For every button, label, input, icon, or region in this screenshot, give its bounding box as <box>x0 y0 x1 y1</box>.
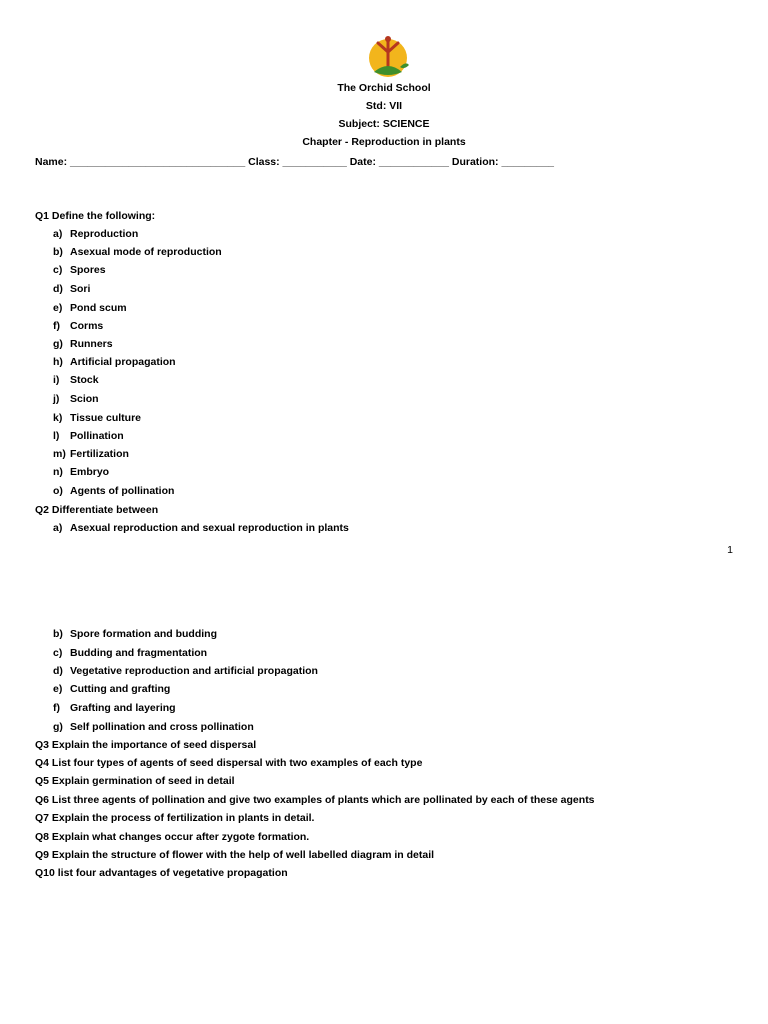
question-q4: Q4 List four types of agents of seed dispersal with two examples of each type <box>35 757 423 769</box>
q1-item: f) Corms <box>53 320 104 332</box>
q1-item: l) Pollination <box>53 430 124 442</box>
q1-item: b) Asexual mode of reproduction <box>53 246 222 258</box>
student-info-fields: Name: ______________________________ Class: ___________ Date: ____________ Duration: _________ <box>35 156 555 168</box>
q1-item: e) Pond scum <box>53 302 127 314</box>
chapter-title: Chapter - Reproduction in plants <box>302 136 466 148</box>
q2-item: d) Vegetative reproduction and artificial propagation <box>53 665 318 677</box>
question-q5: Q5 Explain germination of seed in detail <box>35 775 235 787</box>
question-q7: Q7 Explain the process of fertilization in plants in detail. <box>35 812 315 824</box>
q1-item: i) Stock <box>53 374 99 386</box>
page-number: 1 <box>727 544 733 556</box>
q2-item: g) Self pollination and cross pollination <box>53 721 254 733</box>
standard: Std: VII <box>365 100 403 112</box>
q1-item: k) Tissue culture <box>53 412 141 424</box>
q1-title: Q1 Define the following: <box>35 210 156 222</box>
q1-item: h) Artificial propagation <box>53 356 176 368</box>
question-q8: Q8 Explain what changes occur after zygote formation. <box>35 831 310 843</box>
q1-item: n) Embryo <box>53 466 110 478</box>
q1-item: c) Spores <box>53 264 106 276</box>
q1-item: g) Runners <box>53 338 113 350</box>
q1-item: j) Scion <box>53 393 99 405</box>
logo-figure-head <box>385 36 391 42</box>
q1-item: o) Agents of pollination <box>53 485 175 497</box>
q1-item: m) Fertilization <box>53 448 129 460</box>
q2-item: f) Grafting and layering <box>53 702 176 714</box>
q2-item: c) Budding and fragmentation <box>53 647 208 659</box>
q2-item: b) Spore formation and budding <box>53 628 217 640</box>
school-name: The Orchid School <box>337 82 431 94</box>
q2-item: e) Cutting and grafting <box>53 683 171 695</box>
question-q9: Q9 Explain the structure of flower with the help of well labelled diagram in detail <box>35 849 435 861</box>
q1-item: d) Sori <box>53 283 91 295</box>
question-q3: Q3 Explain the importance of seed dispersal <box>35 739 257 751</box>
q1-item: a) Reproduction <box>53 228 139 240</box>
question-q6: Q6 List three agents of pollination and give two examples of plants which are pollinated by each of these agents <box>35 794 595 806</box>
school-logo <box>360 30 416 86</box>
q2-title: Q2 Differentiate between <box>35 504 159 516</box>
subject: Subject: SCIENCE <box>338 118 430 130</box>
q2-item: a) Asexual reproduction and sexual reproduction in plants <box>53 522 349 534</box>
question-q10: Q10 list four advantages of vegetative propagation <box>35 867 288 879</box>
